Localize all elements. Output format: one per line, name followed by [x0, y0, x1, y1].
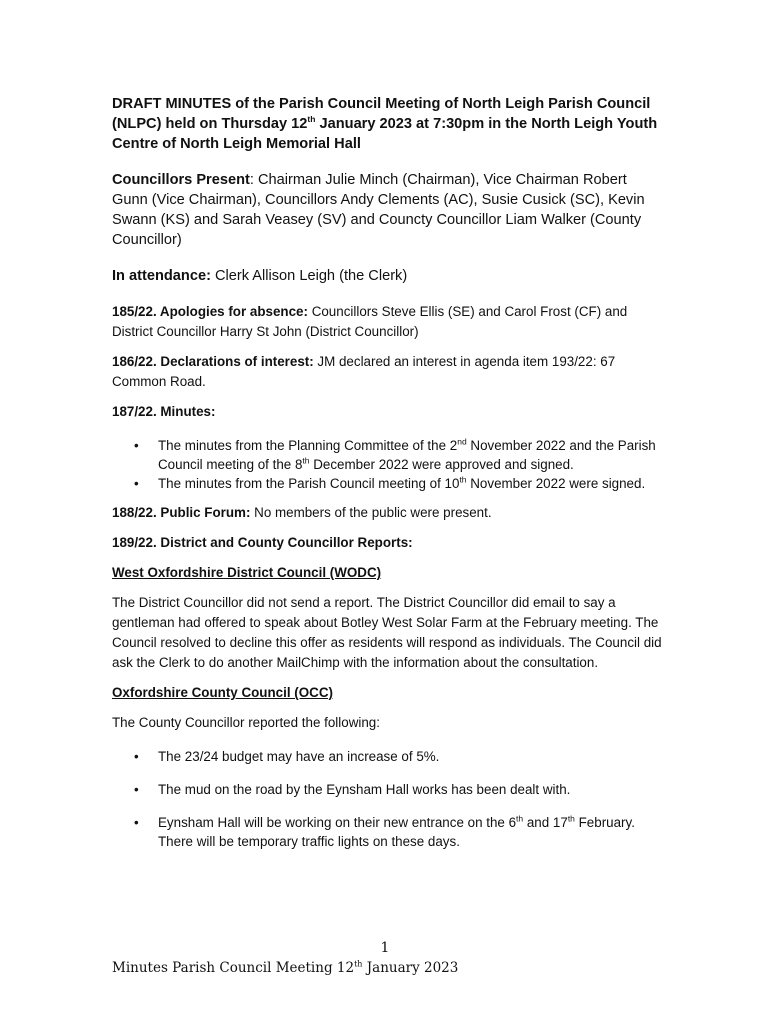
- item-185-apologies: 185/22. Apologies for absence: Councillors Steve Ellis (SE) and Carol Frost (CF) and District Councillor Harry St John (District Councillor): [112, 304, 628, 339]
- minutes-bullet-list: [112, 436, 662, 493]
- item-188-public-forum: 188/22. Public Forum: No members of the public were present.: [112, 505, 492, 520]
- bullet-icon: •: [134, 749, 139, 764]
- bullet-icon: •: [134, 438, 139, 453]
- in-attendance: In attendance: Clerk Allison Leigh (the Clerk): [112, 268, 408, 284]
- page-footer: Minutes Parish Council Meeting 12th January 2023: [112, 959, 459, 976]
- occ-intro: The County Councillor reported the following:: [112, 715, 380, 730]
- item-189-councillor-reports: 189/22. District and County Councillor Reports:: [112, 535, 413, 550]
- list-item: • The minutes from the Planning Committee of the 2nd November 2022 and the Parish Council meeting of the 8th December 2022 were approved and signed.: [134, 436, 656, 472]
- bullet-icon: •: [134, 476, 139, 491]
- bullet-icon: •: [134, 815, 139, 830]
- councillors-present-label: Councillors Present: [112, 172, 250, 188]
- occ-heading: Oxfordshire County Council (OCC): [112, 685, 333, 700]
- wodc-heading: West Oxfordshire District Council (WODC): [112, 565, 382, 580]
- wodc-report: The District Councillor did not send a report. The District Councillor did email to say a gentleman had offered to speak about Botley West Solar Farm at the February meeting. The Council resolved to decline this offer as residents will respond as individuals. The Council did ask the Clerk to do another MailChimp with the information about the consultation.: [112, 595, 662, 670]
- in-attendance-label: In attendance:: [112, 268, 211, 284]
- list-item: • Eynsham Hall will be working on their new entrance on the 6th and 17th February. There will be temporary traffic lights on these days.: [134, 813, 635, 849]
- list-item: • The 23/24 budget may have an increase of 5%.: [134, 749, 440, 764]
- list-item: • The mud on the road by the Eynsham Hall works has been dealt with.: [134, 782, 571, 797]
- page-number: 1: [380, 940, 390, 956]
- minutes-body: [112, 94, 662, 865]
- document-title: DRAFT MINUTES of the Parish Council Meeting of North Leigh Parish Council (NLPC) held on Thursday 12th January 2023 at 7:30pm in the North Leigh Youth Centre of North Leigh Memorial Hall: [112, 96, 658, 152]
- occ-bullet-list: [112, 747, 662, 851]
- item-186-declarations: 186/22. Declarations of interest: JM declared an interest in agenda item 193/22: 67 Common Road.: [112, 354, 616, 389]
- list-item: • The minutes from the Parish Council meeting of 10th November 2022 were signed.: [134, 474, 646, 491]
- bullet-icon: •: [134, 782, 139, 797]
- councillors-present: Councillors Present: Chairman Julie Minch (Chairman), Vice Chairman Robert Gunn (Vice Chairman), Councillors Andy Clements (AC), Susie Cusick (SC), Kevin Swann (KS) and Sarah Veasey (SV) and Councty Councillor Liam Walker (County Councillor): [112, 172, 645, 248]
- item-187-minutes: 187/22. Minutes:: [112, 404, 216, 419]
